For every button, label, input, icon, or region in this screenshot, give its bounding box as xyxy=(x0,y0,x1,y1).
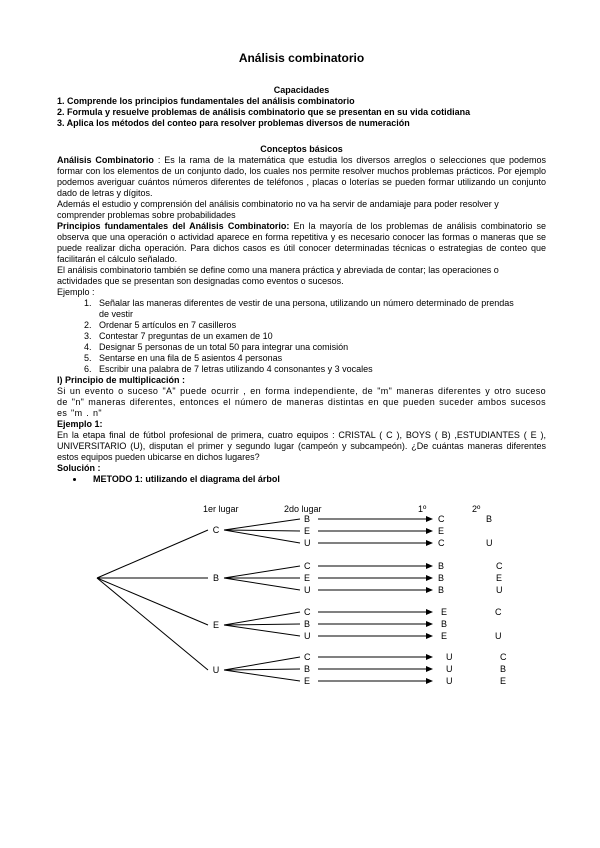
result-second: U xyxy=(495,631,502,641)
result-second: E xyxy=(500,676,507,686)
second-branch xyxy=(224,657,300,670)
principios-text: En la mayoría de los problemas de análisis combinatorio se observa que una operación o actividad aparece en forma repetitiva y es necesario conocer las formas o maneras que se puede realizar dicha operación. Para dichos casos es útil conocer determinadas técnicas o estrategias de conteo que facilitarán el cálculo señalado. xyxy=(57,221,547,264)
result-second: C xyxy=(500,652,507,662)
first-place-header: 1er lugar xyxy=(203,504,239,514)
definicion-term: Análisis Combinatorio xyxy=(57,155,154,165)
first-place-node: C xyxy=(212,525,220,535)
result-first: C xyxy=(438,514,445,524)
root-branch xyxy=(97,578,208,670)
second-place-header: 2do lugar xyxy=(284,504,322,514)
second-place-node: C xyxy=(304,561,311,571)
conceptos-heading: Conceptos básicos xyxy=(260,144,343,154)
principio-text: Si un evento o suceso "A" puede ocurrir , en forma independiente, de "m" maneras diferentes y otro suceso de "n" maneras diferentes, entonces el número de maneras distintas en que pueden suceder ambos sucesos es "m . n" xyxy=(57,386,546,418)
ejemplo-label: Ejemplo : xyxy=(57,287,95,297)
second-column-header: 2º xyxy=(472,504,481,514)
second-place-node: B xyxy=(304,664,311,674)
ejemplo-item: 4. Designar 5 personas de un total 50 para integrar una comisión xyxy=(94,342,546,353)
result-first: U xyxy=(446,652,453,662)
ejemplo-item: 2. Ordenar 5 artículos en 7 casilleros xyxy=(94,320,546,331)
ejemplo1-heading: Ejemplo 1: xyxy=(57,419,103,429)
first-place-node: B xyxy=(212,573,220,583)
result-first: U xyxy=(446,664,453,674)
result-first: B xyxy=(438,561,445,571)
first-place-node: E xyxy=(212,620,220,630)
result-first: B xyxy=(438,585,445,595)
capacidades-heading: Capacidades xyxy=(273,85,330,95)
capacidad-item: 3. Aplica los métodos del conteo para resolver problemas diversos de numeración xyxy=(57,118,410,128)
ejemplo-item: 5. Sentarse en una fila de 5 asientos 4 personas xyxy=(94,353,546,364)
second-place-node: U xyxy=(304,585,311,595)
result-first: E xyxy=(441,631,448,641)
result-first: U xyxy=(446,676,453,686)
second-branch xyxy=(224,530,300,531)
second-place-node: C xyxy=(304,607,311,617)
result-second: B xyxy=(500,664,507,674)
second-place-node: B xyxy=(304,514,311,524)
second-branch xyxy=(224,624,300,625)
root-branch xyxy=(97,578,208,625)
result-second: E xyxy=(496,573,503,583)
second-branch xyxy=(224,519,300,530)
second-place-node: E xyxy=(304,676,311,686)
capacidad-item: 1. Comprende los principios fundamentales del análisis combinatorio xyxy=(57,96,355,106)
second-place-node: U xyxy=(304,631,311,641)
second-place-node: B xyxy=(304,619,311,629)
ejemplo-item: 6. Escribir una palabra de 7 letras utilizando 4 consonantes y 3 vocales xyxy=(94,364,546,375)
ejemplo-item: 3. Contestar 7 preguntas de un examen de 10 xyxy=(94,331,546,342)
result-second: U xyxy=(486,538,493,548)
second-branch xyxy=(224,669,300,670)
result-second: U xyxy=(496,585,503,595)
first-place-node: U xyxy=(212,665,220,675)
ejemplo-item: 1. Señalar las maneras diferentes de vestir de una persona, utilizando un número determinado de prendas de vestir xyxy=(94,298,546,320)
result-first: E xyxy=(438,526,445,536)
andamiaje-paragraph: Además el estudio y comprensión del análisis combinatorio no va ha servir de andamiaje para poder resolver y comprender problemas sobre probabilidades xyxy=(57,199,499,220)
result-second: C xyxy=(496,561,503,571)
result-second: B xyxy=(486,514,493,524)
second-branch xyxy=(224,625,300,636)
second-branch xyxy=(224,578,300,590)
second-branch xyxy=(224,530,300,543)
metodo-item: • METODO 1: utilizando el diagrama del árbol xyxy=(85,474,546,485)
document-title: Análisis combinatorio xyxy=(238,51,365,65)
second-branch xyxy=(224,566,300,578)
principios-term: Principios fundamentales del Análisis Combinatorio: xyxy=(57,221,290,231)
second-branch xyxy=(224,612,300,625)
definicion-conteo-paragraph: El análisis combinatorio también se define como una manera práctica y abreviada de contar; las operaciones o actividades que se presentan son designadas como eventos o sucesos. xyxy=(57,265,499,286)
result-first: B xyxy=(441,619,448,629)
capacidad-item: 2. Formula y resuelve problemas de análisis combinatorio que se presentan en su vida cotidiana xyxy=(57,107,471,117)
second-branch xyxy=(224,670,300,681)
result-second: C xyxy=(495,607,502,617)
second-place-node: E xyxy=(304,573,311,583)
solucion-label: Solución : xyxy=(57,463,101,473)
result-first: C xyxy=(438,538,445,548)
second-place-node: C xyxy=(304,652,311,662)
ejemplo1-text: En la etapa final de fútbol profesional de primera, cuatro equipos : CRISTAL ( C ), BOYS ( B) ,ESTUDIANTES ( E ), UNIVERSITARIO (U), disputan el primer y segundo lugar (campeón y subcampeón). ¿De cuántas maneras diferentes estos equipos pueden ubicarse en dichos lugares? xyxy=(57,430,546,462)
root-branch xyxy=(97,530,208,578)
first-column-header: 1º xyxy=(418,504,427,514)
principio-heading: I) Principio de multiplicación : xyxy=(57,375,186,385)
second-place-node: E xyxy=(304,526,311,536)
result-first: E xyxy=(441,607,448,617)
result-first: B xyxy=(438,573,445,583)
definicion-text: : Es la rama de la matemática que estudia los diversos arreglos o selecciones que podemos formar con los elementos de un conjunto dado, los cuales nos permite resolver muchos problemas prácticos. Por ejemplo podemos averiguar cuántos números diferentes de teléfonos , placas o loterías se pueden formar utilizando un conjunto dado de letras y dígitos. xyxy=(57,155,546,198)
second-place-node: U xyxy=(304,538,311,548)
